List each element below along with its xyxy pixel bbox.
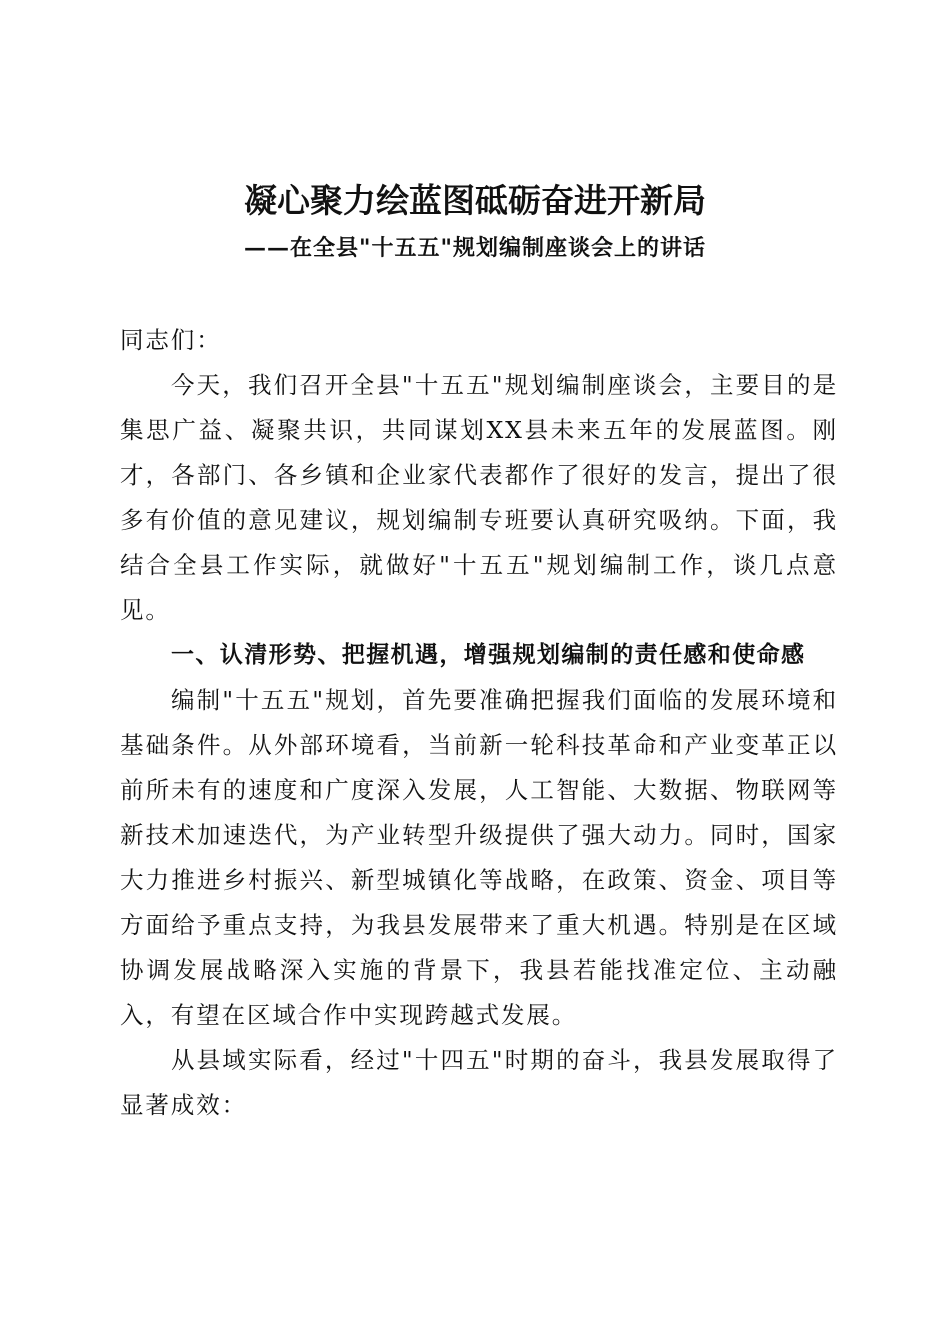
paragraph-opening: 今天，我们召开全县"十五五"规划编制座谈会，主要目的是集思广益、凝聚共识，共同谋划XX县未来五年的发展蓝图。刚才，各部门、各乡镇和企业家代表都作了很好的发言，提出了很多有价值的意见建议，规划编制专班要认真研究吸纳。下面，我结合全县工作实际，就做好"十五五"规划编制工作，谈几点意见。 [120, 371, 838, 624]
document-title: 凝心聚力绘蓝图砥砺奋进开新局 [244, 181, 706, 220]
salutation: 同志们： [120, 326, 222, 354]
section-heading-1: 一、认清形势、把握机遇，增强规划编制的责任感和使命感 [171, 642, 806, 668]
paragraph-external-environment: 编制"十五五"规划，首先要准确把握我们面临的发展环境和基础条件。从外部环境看，当前新一轮科技革命和产业变革正以前所未有的速度和广度深入发展，人工智能、大数据、物联网等新技术加速迭代，为产业转型升级提供了强大动力。同时，国家大力推进乡村振兴、新型城镇化等战略，在政策、资金、项目等方面给予重点支持，为我县发展带来了重大机遇。特别是在区域协调发展战略深入实施的背景下，我县若能找准定位、主动融入，有望在区域合作中实现跨越式发展。 [120, 686, 838, 1029]
document-subtitle: ——在全县"十五五"规划编制座谈会上的讲话 [244, 235, 706, 261]
document-body [120, 318, 838, 1128]
paragraph-county-reality: 从县域实际看，经过"十四五"时期的奋斗，我县发展取得了显著成效： [120, 1046, 838, 1119]
